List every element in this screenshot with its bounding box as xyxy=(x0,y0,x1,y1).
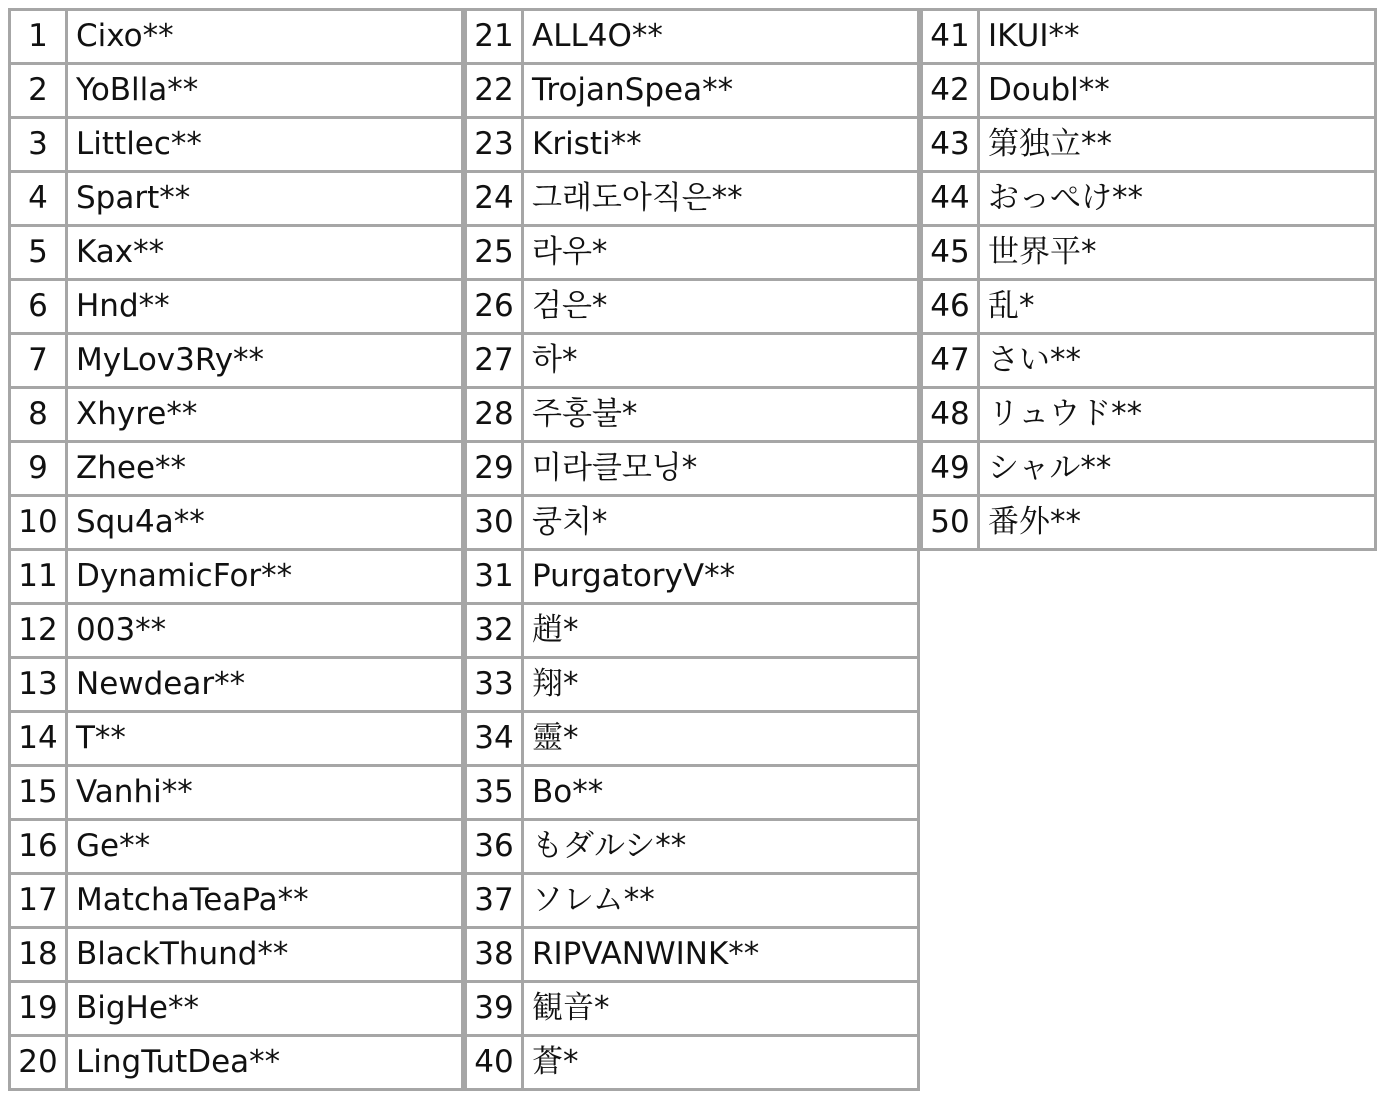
table-row xyxy=(922,442,1376,496)
table-row xyxy=(922,118,1376,172)
player-name: Hnd** xyxy=(67,280,463,334)
rank-number: 2 xyxy=(10,64,67,118)
player-name: IKUI** xyxy=(979,10,1376,64)
rank-number: 42 xyxy=(922,64,979,118)
rank-number: 30 xyxy=(466,496,523,550)
player-name: さい** xyxy=(979,334,1376,388)
rank-number: 38 xyxy=(466,928,523,982)
player-name: Spart** xyxy=(67,172,463,226)
ranking-table-3 xyxy=(920,8,1377,551)
rank-number: 11 xyxy=(10,550,67,604)
table-row xyxy=(10,226,463,280)
table-row xyxy=(466,64,919,118)
table-row xyxy=(10,280,463,334)
rank-number: 34 xyxy=(466,712,523,766)
table-row xyxy=(10,604,463,658)
player-name: Littlec** xyxy=(67,118,463,172)
rank-number: 32 xyxy=(466,604,523,658)
rank-number: 46 xyxy=(922,280,979,334)
player-name: もダルシ** xyxy=(523,820,919,874)
player-name: 쿵치* xyxy=(523,496,919,550)
player-name: LingTutDea** xyxy=(67,1036,463,1090)
player-name: 番外** xyxy=(979,496,1376,550)
player-name: 그래도아직은** xyxy=(523,172,919,226)
rank-number: 23 xyxy=(466,118,523,172)
rank-number: 31 xyxy=(466,550,523,604)
rank-number: 3 xyxy=(10,118,67,172)
table-row xyxy=(466,820,919,874)
table-row xyxy=(10,874,463,928)
rank-number: 20 xyxy=(10,1036,67,1090)
rank-number: 5 xyxy=(10,226,67,280)
player-name: 第独立** xyxy=(979,118,1376,172)
rank-number: 13 xyxy=(10,658,67,712)
table-row xyxy=(466,172,919,226)
rank-number: 12 xyxy=(10,604,67,658)
table-row xyxy=(466,280,919,334)
player-name: 翔* xyxy=(523,658,919,712)
table-row xyxy=(466,388,919,442)
table-row xyxy=(466,1036,919,1090)
player-name: Newdear** xyxy=(67,658,463,712)
table-row xyxy=(10,172,463,226)
ranking-table-1 xyxy=(8,8,464,1091)
player-name: RIPVANWINK** xyxy=(523,928,919,982)
table-row xyxy=(466,874,919,928)
rank-number: 22 xyxy=(466,64,523,118)
rank-number: 27 xyxy=(466,334,523,388)
rank-number: 35 xyxy=(466,766,523,820)
table-row xyxy=(922,172,1376,226)
table-row xyxy=(466,712,919,766)
rank-number: 16 xyxy=(10,820,67,874)
table-row xyxy=(922,226,1376,280)
table-row xyxy=(10,766,463,820)
table-row xyxy=(10,550,463,604)
rank-number: 33 xyxy=(466,658,523,712)
player-name: PurgatoryV** xyxy=(523,550,919,604)
player-name: MatchaTeaPa** xyxy=(67,874,463,928)
player-name: Kristi** xyxy=(523,118,919,172)
table-row xyxy=(10,64,463,118)
table-row xyxy=(466,928,919,982)
table-row xyxy=(922,334,1376,388)
table-row xyxy=(10,928,463,982)
player-name: ソレム** xyxy=(523,874,919,928)
rank-number: 50 xyxy=(922,496,979,550)
rank-number: 49 xyxy=(922,442,979,496)
player-name: 世界平* xyxy=(979,226,1376,280)
rank-number: 36 xyxy=(466,820,523,874)
rank-number: 24 xyxy=(466,172,523,226)
table-row xyxy=(10,334,463,388)
rank-number: 44 xyxy=(922,172,979,226)
rank-number: 25 xyxy=(466,226,523,280)
player-name: Zhee** xyxy=(67,442,463,496)
player-name: Xhyre** xyxy=(67,388,463,442)
table-row xyxy=(466,10,919,64)
rank-number: 8 xyxy=(10,388,67,442)
player-name: Squ4a** xyxy=(67,496,463,550)
table-row xyxy=(10,658,463,712)
ranking-column-2 xyxy=(464,8,920,1091)
ranking-board xyxy=(8,8,1377,1111)
table-row xyxy=(10,712,463,766)
player-name: 蒼* xyxy=(523,1036,919,1090)
table-row xyxy=(922,280,1376,334)
rank-number: 28 xyxy=(466,388,523,442)
player-name: リュウド** xyxy=(979,388,1376,442)
player-name: Doubl** xyxy=(979,64,1376,118)
player-name: YoBlla** xyxy=(67,64,463,118)
table-row xyxy=(466,550,919,604)
player-name: 乱* xyxy=(979,280,1376,334)
player-name: T** xyxy=(67,712,463,766)
player-name: おっぺけ** xyxy=(979,172,1376,226)
player-name: 靈* xyxy=(523,712,919,766)
table-row xyxy=(466,334,919,388)
rank-number: 17 xyxy=(10,874,67,928)
rank-number: 4 xyxy=(10,172,67,226)
table-row xyxy=(466,118,919,172)
table-row xyxy=(466,442,919,496)
player-name: Kax** xyxy=(67,226,463,280)
table-row xyxy=(10,442,463,496)
table-row xyxy=(10,10,463,64)
rank-number: 45 xyxy=(922,226,979,280)
table-row xyxy=(10,388,463,442)
rank-number: 21 xyxy=(466,10,523,64)
rank-number: 29 xyxy=(466,442,523,496)
table-row xyxy=(466,604,919,658)
rank-number: 19 xyxy=(10,982,67,1036)
player-name: ALL4O** xyxy=(523,10,919,64)
rank-number: 15 xyxy=(10,766,67,820)
ranking-table-2 xyxy=(464,8,920,1091)
player-name: Cixo** xyxy=(67,10,463,64)
player-name: BigHe** xyxy=(67,982,463,1036)
rank-number: 9 xyxy=(10,442,67,496)
rank-number: 39 xyxy=(466,982,523,1036)
player-name: MyLov3Ry** xyxy=(67,334,463,388)
player-name: DynamicFor** xyxy=(67,550,463,604)
table-row xyxy=(466,658,919,712)
table-row xyxy=(922,496,1376,550)
table-row xyxy=(466,226,919,280)
player-name: BlackThund** xyxy=(67,928,463,982)
table-row xyxy=(10,820,463,874)
table-row xyxy=(466,496,919,550)
rank-number: 18 xyxy=(10,928,67,982)
player-name: Ge** xyxy=(67,820,463,874)
player-name: 하* xyxy=(523,334,919,388)
player-name: 趙* xyxy=(523,604,919,658)
rank-number: 41 xyxy=(922,10,979,64)
table-row xyxy=(466,982,919,1036)
table-row xyxy=(10,496,463,550)
rank-number: 6 xyxy=(10,280,67,334)
table-row xyxy=(10,118,463,172)
rank-number: 40 xyxy=(466,1036,523,1090)
table-row xyxy=(10,1036,463,1090)
rank-number: 26 xyxy=(466,280,523,334)
rank-number: 14 xyxy=(10,712,67,766)
player-name: 검은* xyxy=(523,280,919,334)
player-name: シャル** xyxy=(979,442,1376,496)
player-name: TrojanSpea** xyxy=(523,64,919,118)
rank-number: 10 xyxy=(10,496,67,550)
player-name: 観音* xyxy=(523,982,919,1036)
player-name: Bo** xyxy=(523,766,919,820)
rank-number: 48 xyxy=(922,388,979,442)
ranking-column-3 xyxy=(920,8,1377,551)
rank-number: 43 xyxy=(922,118,979,172)
rank-number: 7 xyxy=(10,334,67,388)
table-row xyxy=(10,982,463,1036)
table-row xyxy=(922,64,1376,118)
player-name: Vanhi** xyxy=(67,766,463,820)
rank-number: 1 xyxy=(10,10,67,64)
table-row xyxy=(922,10,1376,64)
player-name: 라우* xyxy=(523,226,919,280)
player-name: 주홍불* xyxy=(523,388,919,442)
player-name: 미라클모닝* xyxy=(523,442,919,496)
player-name: 003** xyxy=(67,604,463,658)
table-row xyxy=(922,388,1376,442)
rank-number: 47 xyxy=(922,334,979,388)
ranking-column-1 xyxy=(8,8,464,1091)
table-row xyxy=(466,766,919,820)
rank-number: 37 xyxy=(466,874,523,928)
